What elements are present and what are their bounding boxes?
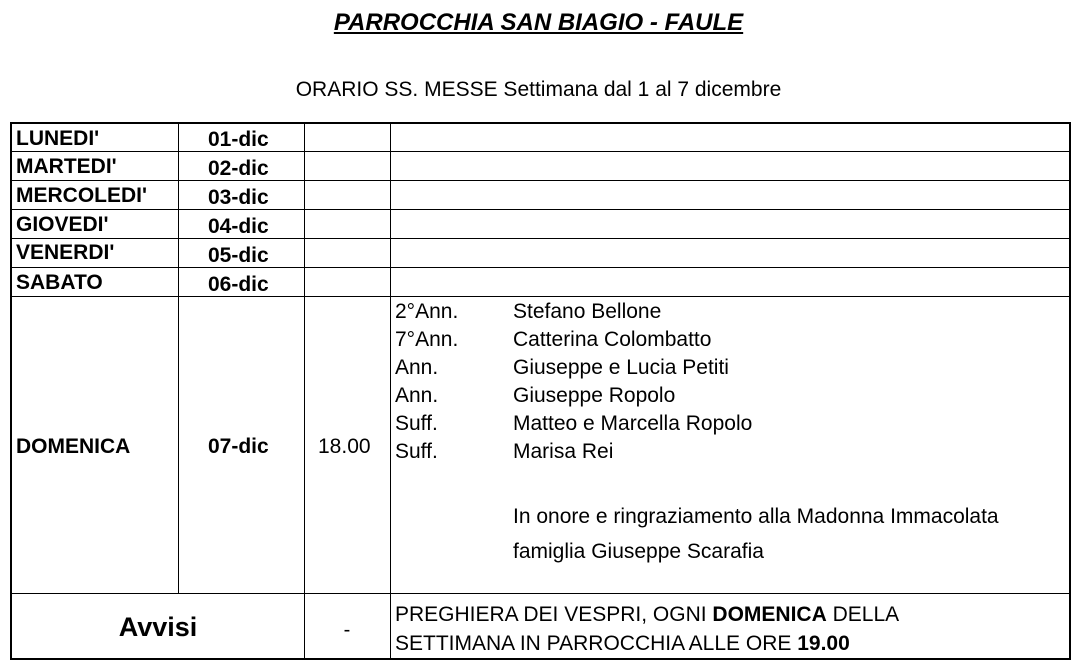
- intention-type: 2°Ann.: [395, 300, 459, 323]
- day-label: SABATO: [16, 271, 103, 294]
- intention-name: Marisa Rei: [513, 440, 614, 463]
- date-label: 04-dic: [208, 215, 269, 238]
- intention-name: Catterina Colombatto: [513, 328, 712, 351]
- intention-name: Stefano Bellone: [513, 300, 662, 323]
- special-intention-line2: famiglia Giuseppe Scarafia: [513, 540, 764, 563]
- intention-name: Giuseppe e Lucia Petiti: [513, 356, 729, 379]
- date-label: 07-dic: [208, 435, 269, 458]
- day-label: MARTEDI': [16, 155, 117, 178]
- intention-type: Ann.: [395, 384, 439, 407]
- notices-text: PREGHIERA DEI VESPRI, OGNI DOMENICA DELLA SETTIMANA IN PARROCCHIA ALLE ORE 19.00: [395, 603, 900, 655]
- date-label: 02-dic: [208, 157, 269, 180]
- mass-schedule-table: [10, 122, 1071, 660]
- intention-type: Suff.: [395, 412, 438, 435]
- date-label: 05-dic: [208, 244, 269, 267]
- parish-title: PARROCCHIA SAN BIAGIO - FAULE: [333, 9, 744, 36]
- date-label: 06-dic: [208, 273, 269, 296]
- mass-time: 18.00: [318, 435, 371, 458]
- date-label: 03-dic: [208, 186, 269, 209]
- date-label: 01-dic: [208, 128, 269, 151]
- schedule-subtitle: ORARIO SS. MESSE Settimana dal 1 al 7 dicembre: [295, 78, 782, 101]
- intention-type: Suff.: [395, 440, 438, 463]
- intention-name: Matteo e Marcella Ropolo: [513, 412, 753, 435]
- day-label: DOMENICA: [16, 435, 131, 458]
- day-label: VENERDI': [16, 241, 115, 264]
- special-intention-line1: In onore e ringraziamento alla Madonna Immacolata: [513, 505, 999, 528]
- intention-type: Ann.: [395, 356, 439, 379]
- intention-name: Giuseppe Ropolo: [513, 384, 676, 407]
- day-label: GIOVEDI': [16, 213, 109, 236]
- notices-label: Avvisi: [118, 612, 198, 642]
- intention-type: 7°Ann.: [395, 328, 459, 351]
- day-label: LUNEDI': [16, 127, 100, 150]
- day-label: MERCOLEDI': [16, 184, 147, 207]
- notices-time: -: [343, 619, 351, 641]
